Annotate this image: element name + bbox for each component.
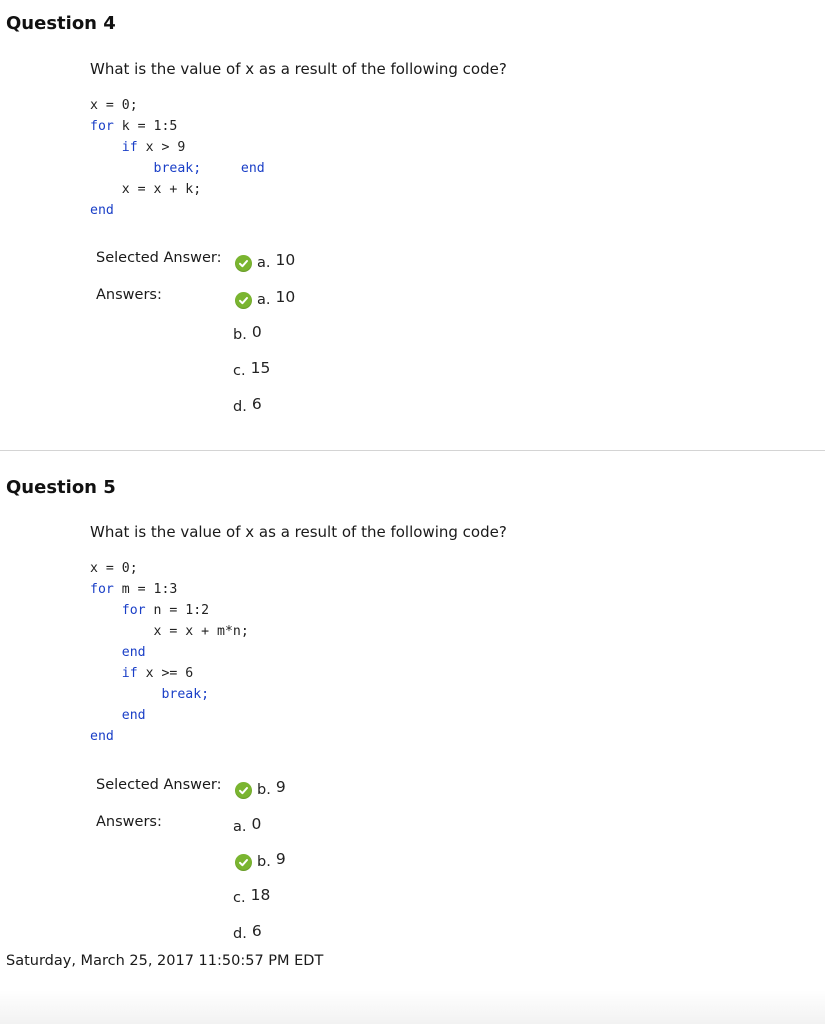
submission-timestamp: Saturday, March 25, 2017 11:50:57 PM EDT: [6, 953, 324, 969]
question-4-code: x = 0; for k = 1:5 if x > 9 break; end x = x + k; end: [90, 98, 265, 218]
check-circle-icon: [235, 255, 252, 272]
answer-option-d: d. 6: [233, 922, 262, 942]
selected-answer-label: Selected Answer:: [96, 777, 222, 793]
question-5-code: x = 0; for m = 1:3 for n = 1:2 x = x + m*n; end if x >= 6 break; end end: [90, 561, 249, 744]
answer-option-a: a. 10: [235, 289, 295, 311]
question-5-title: Question 5: [6, 477, 116, 498]
question-4-text: What is the value of x as a result of the following code?: [90, 60, 507, 78]
question-4-title: Question 4: [6, 13, 116, 34]
answer-option-c: c. 18: [233, 886, 271, 906]
check-circle-icon: [235, 292, 252, 309]
answer-option-d: d. 6: [233, 395, 262, 415]
selected-answer: a. 10: [235, 252, 295, 274]
selected-answer: b. 9: [235, 779, 286, 801]
answers-label: Answers:: [96, 287, 162, 303]
answer-option-b: b. 0: [233, 323, 262, 343]
question-5-text: What is the value of x as a result of the following code?: [90, 523, 507, 541]
answers-label: Answers:: [96, 814, 162, 830]
selected-answer-label: Selected Answer:: [96, 250, 222, 266]
check-circle-icon: [235, 782, 252, 799]
answer-option-a: a. 0: [233, 815, 262, 835]
question-divider: [0, 450, 825, 451]
page-bottom-edge: [0, 990, 825, 1024]
check-circle-icon: [235, 854, 252, 871]
answer-option-c: c. 15: [233, 359, 271, 379]
answer-option-b: b. 9: [235, 851, 286, 873]
